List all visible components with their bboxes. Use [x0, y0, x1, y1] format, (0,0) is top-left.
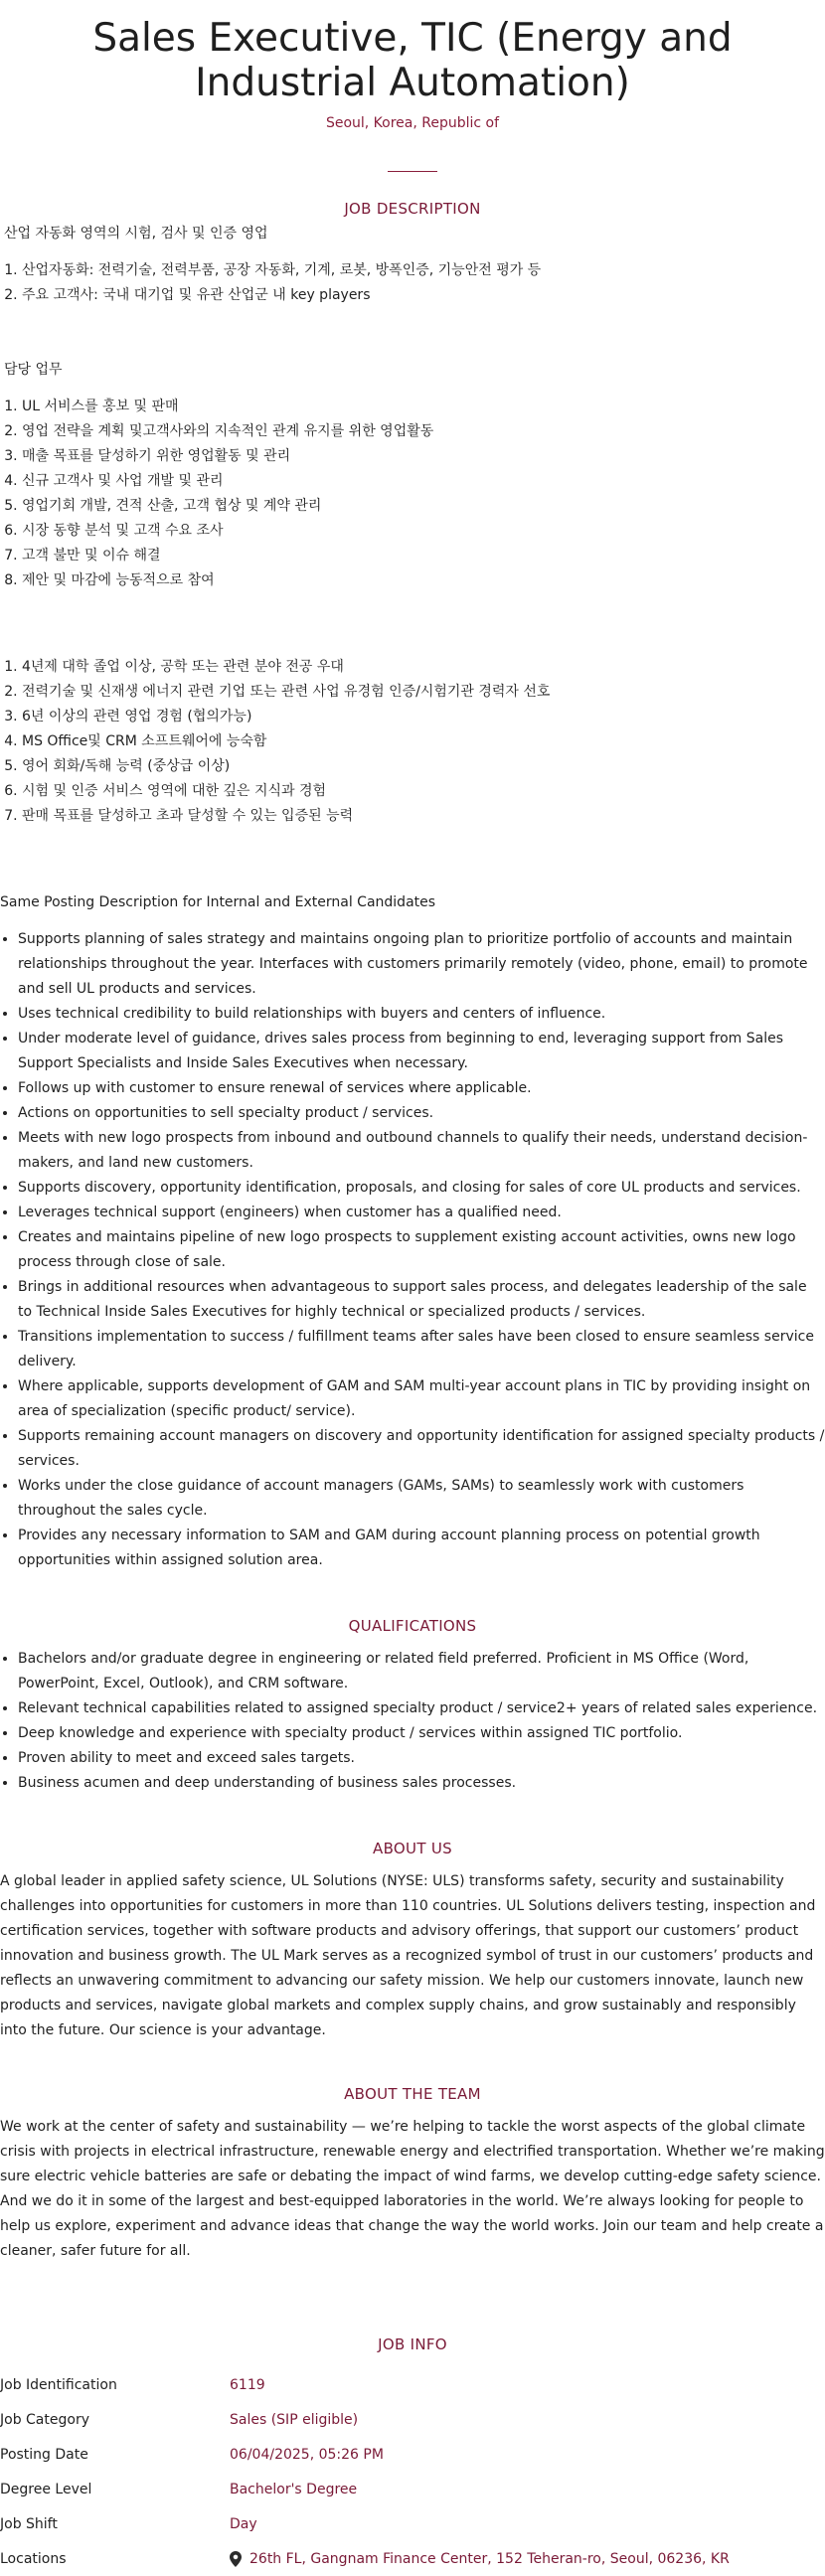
list-item: • Uses technical credibility to build relationships with buyers and centers of influence.: [18, 1002, 825, 1027]
list-item: 7. 판매 목표를 달성하고 초과 달성할 수 있는 입증된 능력: [22, 804, 825, 829]
english-intro: Same Posting Description for Internal and External Candidates: [0, 894, 436, 910]
list-item: • Deep knowledge and experience with specialty product / services within assigned TIC portfolio.: [18, 1721, 825, 1746]
list-item: • Supports discovery, opportunity identification, proposals, and closing for sales of core UL products and services.: [18, 1176, 825, 1201]
info-row-locations: [0, 2541, 825, 2576]
job-posting-page: [0, 16, 825, 2576]
job-description-heading: JOB DESCRIPTION: [344, 200, 481, 218]
list-item: • Brings in additional resources when advantageous to support sales process, and delegates leadership of the sale to Technical Inside Sales Executives for highly technical or specialized products / services.: [18, 1275, 825, 1325]
list-item: 5. 영어 회화/독해 능력 (중상급 이상): [22, 754, 825, 779]
list-item: • Under moderate level of guidance, drives sales process from beginning to end, leveraging support from Sales Support Specialists and Inside Sales Executives when necessary.: [18, 1027, 825, 1076]
list-item: 2. 전력기술 및 신재생 에너지 관련 기업 또는 관련 사업 유경험 인증/시험기관 경력자 선호: [22, 680, 825, 705]
list-item: 8. 제안 및 마감에 능동적으로 참여: [22, 568, 825, 593]
info-label: Degree Level: [0, 2481, 92, 2497]
job-info-table: [0, 2367, 825, 2576]
list-item: • Actions on opportunities to sell specialty product / services.: [18, 1101, 825, 1126]
list-item: • Relevant technical capabilities related to assigned specialty product / service2+ years of related sales experience.: [18, 1696, 825, 1721]
title-divider: [388, 171, 437, 172]
job-location: Seoul, Korea, Republic of: [325, 115, 500, 131]
list-item: 1. 4년제 대학 졸업 이상, 공학 또는 관련 분야 전공 우대: [22, 655, 825, 680]
list-item: • Supports remaining account managers on discovery and opportunity identification for assigned specialty products / services.: [18, 1424, 825, 1474]
intro-list: [4, 258, 825, 308]
list-item: • Follows up with customer to ensure renewal of services where applicable.: [18, 1076, 825, 1101]
list-item: 4. 신규 고객사 및 사업 개발 및 관리: [22, 469, 825, 494]
about-team-heading: ABOUT THE TEAM: [344, 2085, 481, 2103]
info-value: Bachelor's Degree: [230, 2481, 358, 2497]
list-item: 6. 시험 및 인증 서비스 영역에 대한 깊은 지식과 경험: [22, 779, 825, 804]
list-item: • Proven ability to meet and exceed sales targets.: [18, 1746, 825, 1771]
info-value: 06/04/2025, 05:26 PM: [230, 2446, 384, 2463]
responsibilities-list: [0, 927, 825, 1573]
info-label: Job Shift: [0, 2515, 58, 2532]
about-us-text: A global leader in applied safety science, UL Solutions (NYSE: ULS) transforms safety, security and sustainability challenges into opportunities for customers in more than 110 countries. UL Solutions delivers testing, inspection and certification services, together with software products and advisory offerings, that support our customers’ product innovation and business growth. The UL Mark serves as a recognized symbol of trust in our customers’ products and reflects an unwavering commitment to advancing our safety mission. We help our customers innovate, launch new products and services, navigate global markets and complex supply chains, and grow sustainably and responsibly into the future. Our science is your advantage.: [0, 1873, 816, 2038]
list-item: 1. 산업자동화: 전력기술, 전력부품, 공장 자동화, 기계, 로봇, 방폭인증, 기능안전 평가 등: [22, 258, 825, 283]
list-item: 7. 고객 불만 및 이슈 해결: [22, 544, 825, 568]
info-row-posting-date: [0, 2437, 825, 2472]
duties-heading: 담당 업무: [4, 362, 63, 378]
job-info-heading: JOB INFO: [378, 2335, 447, 2353]
list-item: 2. 주요 고객사: 국내 대기업 및 유관 산업군 내 key players: [22, 283, 825, 308]
list-item: • Meets with new logo prospects from inbound and outbound channels to qualify their needs, understand decision-makers, and land new customers.: [18, 1126, 825, 1176]
info-row-degree-level: [0, 2472, 825, 2506]
list-item: 3. 6년 이상의 관련 영업 경험 (협의가능): [22, 705, 825, 729]
list-item: 1. UL 서비스를 홍보 및 판매: [22, 395, 825, 419]
list-item: • Supports planning of sales strategy and maintains ongoing plan to prioritize portfolio of accounts and maintain relationships throughout the year. Interfaces with customers primarily remotely (video, phone, email) to promote and sell UL products and services.: [18, 927, 825, 1002]
list-item: • Bachelors and/or graduate degree in engineering or related field preferred. Proficient in MS Office (Word, PowerPoint, Excel, Outlook), and CRM software.: [18, 1647, 825, 1696]
list-item: • Provides any necessary information to SAM and GAM during account planning process on potential growth opportunities within assigned solution area.: [18, 1524, 825, 1573]
info-label: Locations: [0, 2550, 67, 2567]
qualifications-section: [0, 1647, 825, 1796]
list-item: 3. 매출 목표를 달성하기 위한 영업활동 및 관리: [22, 444, 825, 469]
list-item: • Where applicable, supports development of GAM and SAM multi-year account plans in TIC by providing insight on area of specialization (specific product/ service).: [18, 1374, 825, 1424]
info-value: Sales (SIP eligible): [230, 2411, 359, 2428]
list-item: 4. MS Office및 CRM 소프트웨어에 능숙함: [22, 729, 825, 754]
location-link[interactable]: [230, 2551, 730, 2567]
korean-description: [0, 222, 825, 829]
list-item: • Leverages technical support (engineers) when customer has a qualified need.: [18, 1201, 825, 1225]
qualifications-heading: QUALIFICATIONS: [348, 1617, 477, 1635]
list-item: • Works under the close guidance of account managers (GAMs, SAMs) to seamlessly work with customers throughout the sales cycle.: [18, 1474, 825, 1524]
list-item: 5. 영업기회 개발, 견적 산출, 고객 협상 및 계약 관리: [22, 494, 825, 519]
info-label: Job Identification: [0, 2376, 117, 2393]
job-title: Sales Executive, TIC (Energy and Industrial Automation): [92, 16, 733, 105]
list-item: 2. 영업 전략을 계획 및고객사와의 지속적인 관계 유지를 위한 영업활동: [22, 419, 825, 444]
about-team-section: [0, 2115, 825, 2264]
info-value: 6119: [230, 2376, 265, 2393]
about-team-text: We work at the center of safety and sustainability — we’re helping to tackle the worst aspects of the global climate crisis with projects in electrical infrastructure, renewable energy and electrified transportation. Whether we’re making sure electric vehicle batteries are safe or debating the impact of wind farms, we develop cutting-edge safety science. And we do it in some of the largest and best-equipped laboratories in the world. We’re always looking for people to help us explore, experiment and advance ideas that change the way the world works. Join our team and help create a cleaner, safer future for all.: [0, 2119, 825, 2259]
duties-list: [4, 395, 825, 593]
info-label: Posting Date: [0, 2446, 88, 2463]
location-pin-icon: [230, 2551, 242, 2567]
info-label: Job Category: [0, 2411, 89, 2428]
info-row-job-shift: [0, 2506, 825, 2541]
info-row-job-category: [0, 2402, 825, 2437]
info-row-job-identification: [0, 2367, 825, 2402]
list-item: • Business acumen and deep understanding of business sales processes.: [18, 1771, 825, 1796]
list-item: • Transitions implementation to success / fulfillment teams after sales have been closed to ensure seamless service delivery.: [18, 1325, 825, 1374]
qualifications-list: [0, 1647, 825, 1796]
english-description: [0, 890, 825, 1573]
location-address: 26th FL, Gangnam Finance Center, 152 Teheran-ro, Seoul, 06236, KR: [249, 2550, 730, 2567]
about-us-section: [0, 1869, 825, 2043]
list-item: 6. 시장 동향 분석 및 고객 수요 조사: [22, 519, 825, 544]
requirements-list: [4, 655, 825, 829]
description-intro: 산업 자동화 영역의 시험, 검사 및 인증 영업: [4, 226, 268, 242]
info-value: Day: [230, 2515, 257, 2532]
about-us-heading: ABOUT US: [373, 1840, 452, 1857]
list-item: • Creates and maintains pipeline of new logo prospects to supplement existing account activities, owns new logo process through close of sale.: [18, 1225, 825, 1275]
